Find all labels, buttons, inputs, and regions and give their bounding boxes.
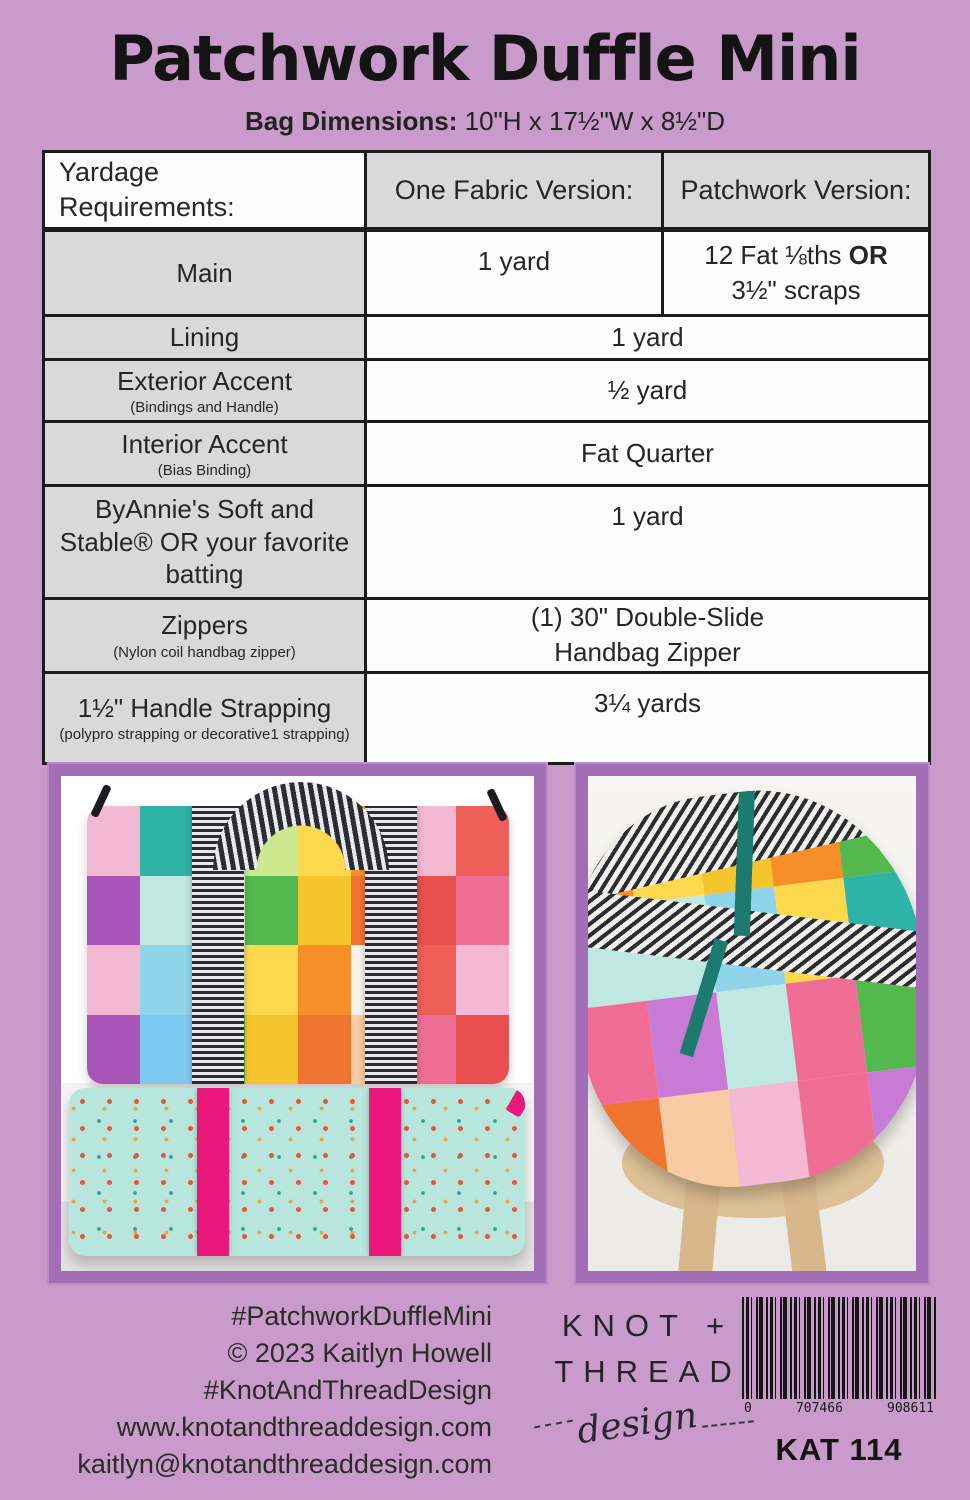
hashtag-pattern: #PatchworkDuffleMini xyxy=(231,1301,492,1331)
pink-strap xyxy=(369,1088,401,1256)
table-row-main xyxy=(44,230,930,316)
pink-strap xyxy=(197,1088,229,1256)
table-row-interior-accent xyxy=(44,422,930,486)
item-code: KAT 114 xyxy=(775,1432,903,1467)
website-url: www.knotandthreaddesign.com xyxy=(116,1412,492,1442)
logo-script-design: design xyxy=(574,1394,701,1453)
barcode xyxy=(742,1297,936,1468)
header-yardage-requirements: Yardage Requirements: xyxy=(44,152,366,230)
copyright: © 2023 Kaitlyn Howell xyxy=(227,1338,492,1368)
bag-dimensions-label: Bag Dimensions: xyxy=(245,106,458,136)
table-row-zippers xyxy=(44,598,930,672)
exterior-accent-value: ½ yard xyxy=(366,360,930,422)
main-patchwork-value: 12 Fat ⅛ths OR 3½" scraps xyxy=(663,230,930,316)
bag-dimensions xyxy=(0,106,970,137)
main-one-fabric-value: 1 yard xyxy=(366,230,663,316)
right-photo-frame xyxy=(574,762,930,1285)
header-one-fabric-version: One Fabric Version: xyxy=(366,152,663,230)
batting-value: 1 yard xyxy=(366,486,930,599)
yardage-table xyxy=(42,150,931,765)
logo-line-knot: KNOT + xyxy=(561,1308,735,1343)
table-row-batting xyxy=(44,486,930,599)
striped-handle xyxy=(213,782,389,870)
hashtag-brand: #KnotAndThreadDesign xyxy=(203,1375,492,1405)
table-row-handle-strapping xyxy=(44,672,930,763)
contact-email: kaitlyn@knotandthreaddesign.com xyxy=(77,1449,492,1479)
page-title: Patchwork Duffle Mini xyxy=(109,22,861,95)
row-label-handle-strapping: 1½" Handle Strapping (polypro strapping or decorative1 strapping) xyxy=(44,672,366,763)
table-row-exterior-accent xyxy=(44,360,930,422)
knot-and-thread-logo xyxy=(534,1303,754,1453)
table-row-lining xyxy=(44,316,930,360)
row-label-lining: Lining xyxy=(44,316,366,360)
table-header-row xyxy=(44,152,930,230)
left-photo xyxy=(61,776,534,1271)
row-label-batting: ByAnnie's Soft and Stable® OR your favorite batting xyxy=(44,486,366,599)
lining-value: 1 yard xyxy=(366,316,930,360)
row-label-zippers: Zippers (Nylon coil handbag zipper) xyxy=(44,598,366,672)
row-label-interior-accent: Interior Accent (Bias Binding) xyxy=(44,422,366,486)
right-photo xyxy=(588,776,916,1271)
logo-line-thread: THREAD xyxy=(554,1354,742,1389)
left-photo-frame xyxy=(47,762,548,1285)
row-label-main: Main xyxy=(44,230,366,316)
mint-duffle-image xyxy=(69,1088,525,1256)
footer-credits xyxy=(40,1298,492,1483)
barcode-bars xyxy=(742,1297,936,1399)
duffle-closeup-image xyxy=(588,776,916,1204)
interior-accent-value: Fat Quarter xyxy=(366,422,930,486)
barcode-digits: 0 707466 908611 xyxy=(744,1401,934,1416)
pink-tab xyxy=(506,1088,525,1118)
header-patchwork-version: Patchwork Version: xyxy=(663,152,930,230)
bag-dimensions-value: 10"H x 17½"W x 8½"D xyxy=(464,106,725,136)
zippers-value: (1) 30" Double-Slide Handbag Zipper xyxy=(366,598,930,672)
handle-strapping-value: 3¼ yards xyxy=(366,672,930,763)
row-label-exterior-accent: Exterior Accent (Bindings and Handle) xyxy=(44,360,366,422)
logo-swash xyxy=(534,1419,573,1428)
